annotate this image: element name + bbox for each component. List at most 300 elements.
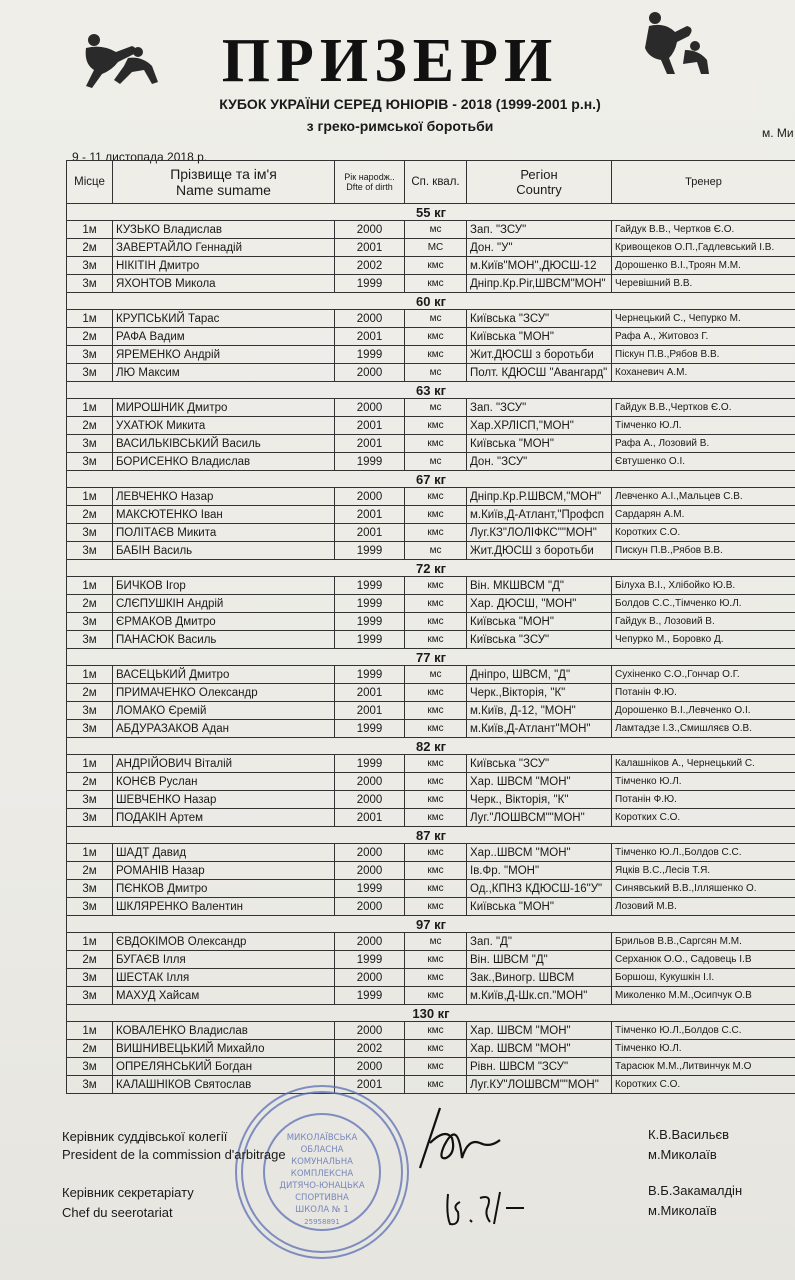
cell-qual: МС [405, 239, 467, 257]
cell-place: 3м [67, 809, 113, 827]
cell-qual: кмс [405, 844, 467, 862]
col-header-name-en: Name sumame [176, 182, 271, 198]
cell-qual: кмс [405, 524, 467, 542]
judge-signature [400, 1098, 510, 1178]
cell-year: 2000 [335, 1022, 405, 1040]
cell-region: Дон. "ЗСУ" [467, 453, 612, 471]
cell-year: 2000 [335, 862, 405, 880]
weight-category-row [67, 738, 795, 755]
cell-qual: кмс [405, 951, 467, 969]
table-header-row [67, 161, 795, 204]
cell-place: 1м [67, 488, 113, 506]
cell-region: Київська "ЗСУ" [467, 310, 612, 328]
cell-year: 2001 [335, 684, 405, 702]
results-body [67, 204, 795, 1094]
col-header-place: Місце [67, 161, 113, 204]
cell-name: ШАДТ Давид [113, 844, 335, 862]
cell-qual: кмс [405, 898, 467, 916]
cell-year: 2000 [335, 933, 405, 951]
cell-year: 1999 [335, 542, 405, 560]
cell-year: 2001 [335, 239, 405, 257]
table-row [67, 933, 795, 951]
cell-name: ЗАВЕРТАЙЛО Геннадій [113, 239, 335, 257]
cell-year: 1999 [335, 275, 405, 293]
table-row [67, 809, 795, 827]
cell-trainer: Гайдук В.В.,Чертков Є.О. [612, 399, 795, 417]
cell-qual: кмс [405, 577, 467, 595]
cell-qual: кмс [405, 1076, 467, 1094]
cell-qual: мс [405, 666, 467, 684]
cell-region: Луг."ЛОШВСМ""МОН" [467, 809, 612, 827]
secretary-title-fr: Chef du seerotariat [62, 1205, 173, 1220]
col-header-name [113, 161, 335, 204]
cell-region: Зак.,Виногр. ШВСМ [467, 969, 612, 987]
cell-region: Зап. "ЗСУ" [467, 399, 612, 417]
cell-name: РАФА Вадим [113, 328, 335, 346]
weight-category-label: 130 кг [67, 1005, 795, 1022]
cell-year: 2000 [335, 488, 405, 506]
col-header-year-ua: Рік нарodж.. [344, 172, 395, 182]
cell-name: БИЧКОВ Ігор [113, 577, 335, 595]
cell-trainer: Тімченко Ю.Л.,Болдов С.С. [612, 1022, 795, 1040]
table-row [67, 773, 795, 791]
cell-year: 1999 [335, 951, 405, 969]
cell-qual: мс [405, 453, 467, 471]
cell-year: 2000 [335, 791, 405, 809]
secretary-name: В.Б.Закамалдін [648, 1183, 743, 1198]
wrestlers-right-icon [625, 8, 715, 78]
cell-region: Хар. ШВСМ "МОН" [467, 1022, 612, 1040]
cell-region: Полт. КДЮСШ "Авангард" [467, 364, 612, 382]
cell-name: ОПРЕЛЯНСЬКИЙ Богдан [113, 1058, 335, 1076]
cell-qual: кмс [405, 1022, 467, 1040]
cell-trainer: Тімченко Ю.Л. [612, 417, 795, 435]
cell-qual: кмс [405, 862, 467, 880]
col-header-year-en: Dfte of dirth [346, 182, 393, 192]
cell-name: ВИШНИВЕЦЬКИЙ Михайло [113, 1040, 335, 1058]
table-row [67, 257, 795, 275]
judge-title-fr: President de la commission d'arbitrage [62, 1147, 286, 1162]
col-header-year [335, 161, 405, 204]
cell-qual: мс [405, 542, 467, 560]
cell-region: Черк.,Вікторія, "К" [467, 684, 612, 702]
cell-region: Київська "ЗСУ" [467, 631, 612, 649]
weight-category-label: 97 кг [67, 916, 795, 933]
cell-qual: кмс [405, 720, 467, 738]
cell-qual: кмс [405, 684, 467, 702]
cell-qual: кмс [405, 417, 467, 435]
cell-trainer: Левченко А.І.,Мальцев С.В. [612, 488, 795, 506]
judge-name: К.В.Васильєв [648, 1127, 730, 1142]
cell-region: Київська "МОН" [467, 898, 612, 916]
cell-trainer: Тарасюк М.М.,Литвинчук М.О [612, 1058, 795, 1076]
cell-name: КАЛАШНІКОВ Святослав [113, 1076, 335, 1094]
table-row [67, 577, 795, 595]
cell-year: 2001 [335, 417, 405, 435]
cell-place: 2м [67, 328, 113, 346]
table-row [67, 364, 795, 382]
table-row [67, 880, 795, 898]
table-row [67, 239, 795, 257]
stamp-code: 25958891 [304, 1218, 340, 1226]
cell-year: 1999 [335, 595, 405, 613]
cell-region: Жит.ДЮСШ з боротьби [467, 346, 612, 364]
table-row [67, 595, 795, 613]
cell-place: 3м [67, 898, 113, 916]
table-row [67, 524, 795, 542]
cell-place: 3м [67, 1076, 113, 1094]
cell-trainer: Пискун П.В.,Рябов В.В. [612, 542, 795, 560]
cell-region: Дніпр.Кр.Ріг,ШВСМ"МОН" [467, 275, 612, 293]
cell-region: Хар. ШВСМ "МОН" [467, 773, 612, 791]
cell-region: Луг.КУ"ЛОШВСМ""МОН" [467, 1076, 612, 1094]
table-row [67, 1058, 795, 1076]
cell-region: Дніпро, ШВСМ, "Д" [467, 666, 612, 684]
cell-trainer: Серханюк О.О., Садовець І.В [612, 951, 795, 969]
cell-name: БОРИСЕНКО Владислав [113, 453, 335, 471]
table-row [67, 1076, 795, 1094]
cell-place: 1м [67, 844, 113, 862]
cell-year: 1999 [335, 346, 405, 364]
cell-name: НІКІТІН Дмитро [113, 257, 335, 275]
weight-category-row [67, 560, 795, 577]
cell-trainer: Коротких С.О. [612, 524, 795, 542]
cell-region: Луг.КЗ"ЛОЛІФКС""МОН" [467, 524, 612, 542]
cell-region: Хар. ШВСМ "МОН" [467, 1040, 612, 1058]
table-row [67, 417, 795, 435]
cell-name: КРУПСЬКИЙ Тарас [113, 310, 335, 328]
event-discipline: з греко-римської боротьби [306, 118, 494, 134]
cell-year: 2000 [335, 221, 405, 239]
cell-region: Київська "МОН" [467, 328, 612, 346]
cell-name: АБДУРАЗАКОВ Адан [113, 720, 335, 738]
results-table [66, 160, 795, 1094]
cell-place: 3м [67, 275, 113, 293]
cell-place: 3м [67, 702, 113, 720]
cell-place: 3м [67, 453, 113, 471]
cell-trainer: Тімченко Ю.Л. [612, 773, 795, 791]
cell-region: м.Київ, Д-12, "МОН" [467, 702, 612, 720]
cell-region: м.Київ,Д-Атлант"МОН" [467, 720, 612, 738]
cell-qual: кмс [405, 275, 467, 293]
cell-trainer: Рафа А., Житовоз Г. [612, 328, 795, 346]
cell-place: 2м [67, 595, 113, 613]
weight-category-label: 77 кг [67, 649, 795, 666]
cell-trainer: Боршош, Кукушкін І.І. [612, 969, 795, 987]
cell-region: Зап. "ЗСУ" [467, 221, 612, 239]
cell-qual: кмс [405, 257, 467, 275]
cell-trainer: Тімченко Ю.Л.,Болдов С.С. [612, 844, 795, 862]
col-header-region-ua: Регіон [520, 167, 558, 182]
cell-trainer: Чернецький С., Чепурко М. [612, 310, 795, 328]
cell-year: 2000 [335, 773, 405, 791]
cell-year: 1999 [335, 666, 405, 684]
cell-name: ЛЮ Максим [113, 364, 335, 382]
weight-category-row [67, 916, 795, 933]
cell-name: ЯХОНТОВ Микола [113, 275, 335, 293]
cell-place: 3м [67, 880, 113, 898]
cell-qual: кмс [405, 346, 467, 364]
weight-category-row [67, 382, 795, 399]
cell-name: ПРИМАЧЕНКО Олександр [113, 684, 335, 702]
cell-trainer: Коротких С.О. [612, 1076, 795, 1094]
cell-year: 2000 [335, 399, 405, 417]
cell-place: 2м [67, 506, 113, 524]
cell-year: 1999 [335, 631, 405, 649]
weight-category-row [67, 471, 795, 488]
cell-trainer: Калашніков А., Чернецький С. [612, 755, 795, 773]
cell-name: КОНЄВ Руслан [113, 773, 335, 791]
stamp-line-5: ДИТЯЧО-ЮНАЦЬКА [279, 1181, 365, 1191]
cell-place: 2м [67, 862, 113, 880]
weight-category-label: 60 кг [67, 293, 795, 310]
table-row [67, 506, 795, 524]
table-row [67, 862, 795, 880]
cell-region: Рівн. ШВСМ "ЗСУ" [467, 1058, 612, 1076]
cell-year: 1999 [335, 880, 405, 898]
cell-trainer: Лозовий М.В. [612, 898, 795, 916]
table-row [67, 987, 795, 1005]
cell-trainer: Коротких С.О. [612, 809, 795, 827]
cell-region: Він. МКШВСМ "Д" [467, 577, 612, 595]
weight-category-row [67, 1005, 795, 1022]
wrestlers-left-icon [72, 22, 162, 92]
table-row [67, 684, 795, 702]
cell-trainer: Сардарян А.М. [612, 506, 795, 524]
cell-region: Київська "МОН" [467, 435, 612, 453]
cell-region: м.Київ"МОН",ДЮСШ-12 [467, 257, 612, 275]
cell-name: ЄВДОКІМОВ Олександр [113, 933, 335, 951]
secretary-city: м.Миколаїв [648, 1203, 717, 1218]
cell-place: 3м [67, 969, 113, 987]
document-footer [0, 1125, 795, 1280]
cell-place: 3м [67, 791, 113, 809]
table-row [67, 346, 795, 364]
cell-trainer: Дорошенко В.І.,Троян М.М. [612, 257, 795, 275]
cell-year: 2000 [335, 844, 405, 862]
cell-year: 1999 [335, 453, 405, 471]
stamp-line-3: КОМУНАЛЬНА [291, 1157, 353, 1167]
cell-year: 1999 [335, 755, 405, 773]
weight-category-label: 63 кг [67, 382, 795, 399]
event-dates: 9 - 11 листопада 2018 р. [72, 150, 208, 164]
cell-name: ШЕСТАК Ілля [113, 969, 335, 987]
col-header-region-en: Country [516, 182, 562, 197]
cell-qual: кмс [405, 969, 467, 987]
cell-region: Черк., Вікторія, "К" [467, 791, 612, 809]
cell-place: 1м [67, 399, 113, 417]
table-row [67, 453, 795, 471]
cell-qual: кмс [405, 791, 467, 809]
cell-year: 1999 [335, 720, 405, 738]
cell-trainer: Миколенко М.М.,Осипчук О.В [612, 987, 795, 1005]
cell-region: Він. ШВСМ "Д" [467, 951, 612, 969]
cell-qual: мс [405, 310, 467, 328]
secretary-signature [440, 1184, 530, 1234]
cell-year: 2000 [335, 1058, 405, 1076]
cell-qual: кмс [405, 435, 467, 453]
cell-place: 1м [67, 577, 113, 595]
cell-trainer: Євтушенко О.І. [612, 453, 795, 471]
table-row [67, 720, 795, 738]
cell-region: Київська "МОН" [467, 613, 612, 631]
cell-trainer: Потанін Ф.Ю. [612, 684, 795, 702]
stamp-line-7: ШКОЛА № 1 [295, 1205, 349, 1215]
table-row [67, 631, 795, 649]
cell-name: ПЄНКОВ Дмитро [113, 880, 335, 898]
cell-trainer: Сухіненко С.О.,Гончар О.Г. [612, 666, 795, 684]
cell-name: МИРОШНИК Дмитро [113, 399, 335, 417]
cell-place: 2м [67, 239, 113, 257]
col-header-trainer: Тренер [612, 161, 795, 204]
cell-year: 2001 [335, 524, 405, 542]
cell-region: Жит.ДЮСШ з боротьби [467, 542, 612, 560]
secretary-title-ua: Керівник секретаріату [62, 1185, 194, 1200]
cell-name: ЯРЕМЕНКО Андрій [113, 346, 335, 364]
cell-trainer: Чепурко М., Боровко Д. [612, 631, 795, 649]
cell-year: 2001 [335, 328, 405, 346]
cell-qual: кмс [405, 1058, 467, 1076]
table-row [67, 328, 795, 346]
cell-place: 2м [67, 1040, 113, 1058]
cell-name: ЄРМАКОВ Дмитро [113, 613, 335, 631]
cell-place: 3м [67, 542, 113, 560]
table-row [67, 951, 795, 969]
cell-region: м.Київ,Д-Атлант,"Профсп [467, 506, 612, 524]
cell-qual: мс [405, 221, 467, 239]
cell-place: 2м [67, 417, 113, 435]
cell-trainer: Яцків В.С.,Лесів Т.Я. [612, 862, 795, 880]
cell-year: 1999 [335, 577, 405, 595]
cell-qual: кмс [405, 488, 467, 506]
table-row [67, 898, 795, 916]
event-city-partial: м. Ми [762, 126, 794, 140]
cell-qual: мс [405, 399, 467, 417]
cell-year: 2000 [335, 969, 405, 987]
cell-region: Хар.ХРЛІСП,"МОН" [467, 417, 612, 435]
stamp-line-6: СПОРТИВНА [295, 1193, 349, 1203]
cell-region: м.Київ,Д-Шк.сп."МОН" [467, 987, 612, 1005]
cell-trainer: Тімченко Ю.Л. [612, 1040, 795, 1058]
cell-qual: кмс [405, 1040, 467, 1058]
cell-year: 2001 [335, 1076, 405, 1094]
weight-category-label: 82 кг [67, 738, 795, 755]
cell-year: 2000 [335, 310, 405, 328]
cell-name: МАКСЮТЕНКО Іван [113, 506, 335, 524]
cell-name: КУЗЬКО Владислав [113, 221, 335, 239]
cell-place: 3м [67, 613, 113, 631]
cell-qual: мс [405, 933, 467, 951]
col-header-name-ua: Прізвище та ім'я [170, 166, 277, 182]
cell-year: 2001 [335, 435, 405, 453]
cell-name: УХАТЮК Микита [113, 417, 335, 435]
cell-year: 2002 [335, 1040, 405, 1058]
stamp-line-1: МИКОЛАЇВСЬКА [286, 1133, 358, 1143]
weight-category-label: 67 кг [67, 471, 795, 488]
table-row [67, 221, 795, 239]
cell-place: 3м [67, 257, 113, 275]
cell-trainer: Гайдук В.В., Чертков Є.О. [612, 221, 795, 239]
cell-trainer: Піскун П.В.,Рябов В.В. [612, 346, 795, 364]
cell-place: 1м [67, 666, 113, 684]
stamp-line-4: КОМПЛЕКСНА [290, 1169, 354, 1179]
weight-category-label: 55 кг [67, 204, 795, 221]
cell-qual: кмс [405, 987, 467, 1005]
cell-region: Хар. ДЮСШ, "МОН" [467, 595, 612, 613]
cell-place: 3м [67, 346, 113, 364]
cell-qual: кмс [405, 631, 467, 649]
cell-name: СЛЄПУШКІН Андрій [113, 595, 335, 613]
cell-region: Дніпр.Кр.Р.ШВСМ,"МОН" [467, 488, 612, 506]
cell-name: ПАНАСЮК Василь [113, 631, 335, 649]
cell-trainer: Дорошенко В.І.,Левченко О.І. [612, 702, 795, 720]
weight-category-row [67, 649, 795, 666]
event-title: КУБОК УКРАЇНИ СЕРЕД ЮНІОРІВ - 2018 (1999-2001 р.н.) [219, 96, 601, 112]
cell-name: БАБІН Василь [113, 542, 335, 560]
cell-place: 3м [67, 1058, 113, 1076]
cell-trainer: Потанін Ф.Ю. [612, 791, 795, 809]
stamp-line-2: ОБЛАСНА [300, 1145, 344, 1155]
cell-place: 3м [67, 631, 113, 649]
cell-year: 2000 [335, 898, 405, 916]
table-row [67, 755, 795, 773]
weight-category-label: 72 кг [67, 560, 795, 577]
cell-qual: кмс [405, 755, 467, 773]
cell-qual: кмс [405, 595, 467, 613]
page-title: ПРИЗЕРИ [221, 27, 559, 95]
cell-name: ЛЕВЧЕНКО Назар [113, 488, 335, 506]
weight-category-label: 87 кг [67, 827, 795, 844]
cell-place: 1м [67, 221, 113, 239]
cell-qual: кмс [405, 880, 467, 898]
cell-place: 3м [67, 987, 113, 1005]
cell-place: 3м [67, 720, 113, 738]
cell-trainer: Гайдук В., Лозовий В. [612, 613, 795, 631]
weight-category-row [67, 204, 795, 221]
cell-qual: кмс [405, 328, 467, 346]
cell-trainer: Ламтадзе І.З.,Смишляєв О.В. [612, 720, 795, 738]
cell-qual: кмс [405, 809, 467, 827]
cell-trainer: Білуха В.І., Хлібойко Ю.В. [612, 577, 795, 595]
cell-name: ВАСИЛЬКІВСЬКИЙ Василь [113, 435, 335, 453]
cell-trainer: Черевішний В.В. [612, 275, 795, 293]
cell-trainer: Болдов С.С.,Тімченко Ю.Л. [612, 595, 795, 613]
cell-place: 3м [67, 435, 113, 453]
cell-year: 2001 [335, 702, 405, 720]
cell-name: ПОЛІТАЄВ Микита [113, 524, 335, 542]
cell-region: Дон. "У" [467, 239, 612, 257]
judge-title-ua: Керівник суддівської колегії [62, 1129, 228, 1144]
cell-place: 2м [67, 684, 113, 702]
table-row [67, 275, 795, 293]
cell-region: Київська "ЗСУ" [467, 755, 612, 773]
cell-name: КОВАЛЕНКО Владислав [113, 1022, 335, 1040]
cell-place: 2м [67, 773, 113, 791]
cell-place: 1м [67, 933, 113, 951]
cell-qual: кмс [405, 613, 467, 631]
cell-year: 2001 [335, 506, 405, 524]
cell-name: ШЕВЧЕНКО Назар [113, 791, 335, 809]
cell-year: 1999 [335, 987, 405, 1005]
cell-name: ЛОМАКО Єремій [113, 702, 335, 720]
cell-name: МАХУД Хайсам [113, 987, 335, 1005]
cell-place: 1м [67, 1022, 113, 1040]
table-row [67, 1040, 795, 1058]
table-row [67, 844, 795, 862]
table-row [67, 310, 795, 328]
cell-region: Ів.Фр. "МОН" [467, 862, 612, 880]
weight-category-row [67, 293, 795, 310]
